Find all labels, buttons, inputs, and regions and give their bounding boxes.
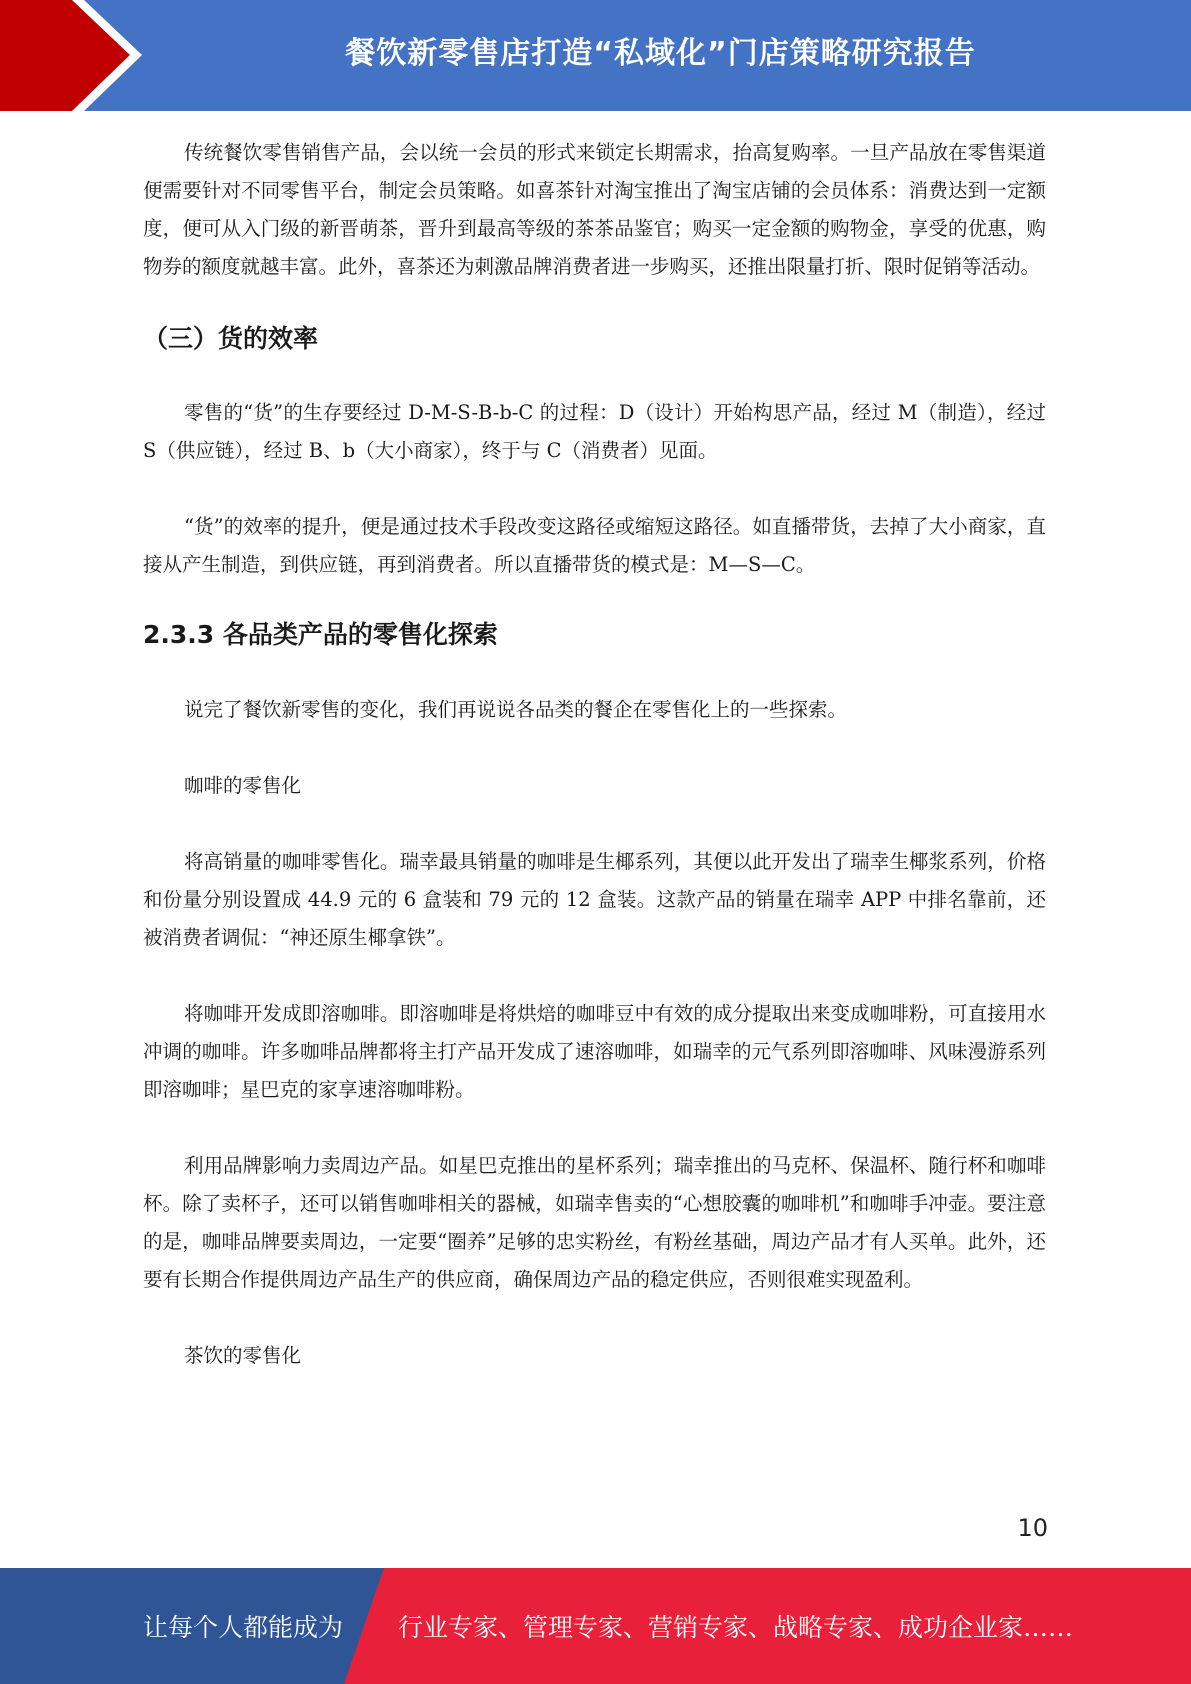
subheading-coffee-retail: 咖啡的零售化	[184, 774, 302, 797]
page-footer	[0, 1568, 1191, 1684]
paragraph-intro: 说完了餐饮新零售的变化，我们再说说各品类的餐企在零售化上的一些探索。	[184, 698, 848, 721]
paragraph-goods-efficiency: “货”的效率的提升，便是通过技术手段改变这路径或缩短这路径。如直播带货，去掉了大小商家，直接从产生制造，到供应链，再到消费者。所以直播带货的模式是：M—S—C。	[143, 515, 1046, 576]
section-heading-goods-efficiency: （三）货的效率	[143, 324, 319, 353]
page-body	[143, 134, 1046, 1375]
page-header	[0, 0, 1191, 111]
footer-slogan-left: 让每个人都能成为	[143, 1613, 344, 1642]
subheading-tea-retail: 茶饮的零售化	[184, 1344, 302, 1367]
paragraph-coffee-best-seller: 将高销量的咖啡零售化。瑞幸最具销量的咖啡是生椰系列，其便以此开发出了瑞幸生椰浆系列，价格和份量分别设置成 44.9 元的 6 盒装和 79 元的 12 盒装。这款产品的销量在瑞幸 APP 中排名靠前，还被消费者调侃：“神还原生椰拿铁”。	[143, 850, 1046, 949]
paragraph-member-strategy: 传统餐饮零售销售产品，会以统一会员的形式来锁定长期需求，抬高复购率。一旦产品放在零售渠道便需要针对不同零售平台，制定会员策略。如喜茶针对淘宝推出了淘宝店铺的会员体系：消费达到一定额度，便可从入门级的新晋萌茶，晋升到最高等级的茶茶品鉴官；购买一定金额的购物金，享受的优惠，购物券的额度就越丰富。此外，喜茶还为刺激品牌消费者进一步购买，还推出限量打折、限时促销等活动。	[143, 141, 1046, 278]
footer-slogan-right: 行业专家、管理专家、营销专家、战略专家、成功企业家……	[398, 1613, 1074, 1642]
paragraph-merchandise: 利用品牌影响力卖周边产品。如星巴克推出的星杯系列；瑞幸推出的马克杯、保温杯、随行杯和咖啡杯。除了卖杯子，还可以销售咖啡相关的器械，如瑞幸售卖的“心想胶囊的咖啡机”和咖啡手冲壶。要注意的是，咖啡品牌要卖周边，一定要“圈养”足够的忠实粉丝，有粉丝基础，周边产品才有人买单。此外，还要有长期合作提供周边产品生产的供应商，确保周边产品的稳定供应，否则很难实现盈利。	[143, 1154, 1046, 1291]
section-heading-retail-exploration: 2.3.3 各品类产品的零售化探索	[143, 620, 498, 649]
page-number: 10	[1017, 1514, 1048, 1542]
report-title: 餐饮新零售店打造“私域化”门店策略研究报告	[345, 36, 976, 71]
paragraph-goods-process: 零售的“货”的生存要经过 D-M-S-B-b-C 的过程：D（设计）开始构思产品，经过 M（制造），经过 S（供应链），经过 B、b（大小商家），终于与 C（消费者）见面。	[143, 401, 1046, 462]
paragraph-instant-coffee: 将咖啡开发成即溶咖啡。即溶咖啡是将烘焙的咖啡豆中有效的成分提取出来变成咖啡粉，可直接用水冲调的咖啡。许多咖啡品牌都将主打产品开发成了速溶咖啡，如瑞幸的元气系列即溶咖啡、风味漫游系列即溶咖啡；星巴克的家享速溶咖啡粉。	[143, 1002, 1046, 1101]
